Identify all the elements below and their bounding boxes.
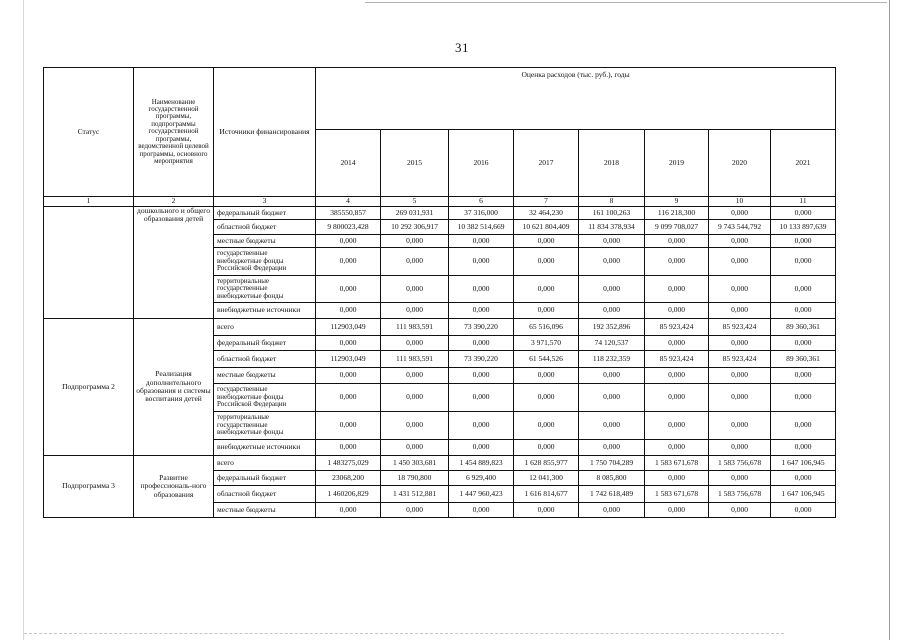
amount-cell: 0,000 — [709, 336, 771, 351]
funding-source-cell: федеральный бюджет — [214, 207, 316, 220]
amount-cell: 0,000 — [449, 503, 514, 518]
amount-cell: 0,000 — [709, 276, 771, 303]
column-number: 4 — [316, 197, 381, 207]
amount-cell: 0,000 — [316, 303, 381, 319]
amount-cell: 0,000 — [316, 368, 381, 384]
amount-cell: 385550,857 — [316, 207, 381, 220]
amount-cell: 0,000 — [449, 303, 514, 319]
amount-cell: 0,000 — [771, 303, 836, 319]
amount-cell: 0,000 — [771, 368, 836, 384]
amount-cell: 0,000 — [381, 303, 449, 319]
amount-cell: 0,000 — [381, 235, 449, 248]
amount-cell: 1 750 704,289 — [579, 456, 645, 471]
amount-cell: 1 647 106,945 — [771, 486, 836, 503]
amount-cell: 85 923,424 — [645, 351, 709, 368]
header-source: Источники финансирования — [214, 68, 316, 197]
amount-cell: 269 031,931 — [381, 207, 449, 220]
amount-cell: 0,000 — [381, 368, 449, 384]
amount-cell: 0,000 — [645, 503, 709, 518]
amount-cell: 111 983,591 — [381, 319, 449, 336]
amount-cell: 10 133 897,639 — [771, 220, 836, 235]
amount-cell: 112903,049 — [316, 351, 381, 368]
amount-cell: 0,000 — [381, 248, 449, 276]
amount-cell: 0,000 — [709, 368, 771, 384]
column-number: 3 — [214, 197, 316, 207]
amount-cell: 0,000 — [381, 440, 449, 456]
amount-cell: 0,000 — [709, 412, 771, 440]
amount-cell: 0,000 — [514, 384, 579, 412]
amount-cell: 1 583 671,678 — [645, 486, 709, 503]
header-year: 2015 — [381, 130, 449, 197]
amount-cell: 0,000 — [579, 248, 645, 276]
amount-cell: 0,000 — [316, 235, 381, 248]
amount-cell: 0,000 — [316, 276, 381, 303]
funding-source-cell: всего — [214, 319, 316, 336]
column-number: 9 — [645, 197, 709, 207]
amount-cell: 161 100,263 — [579, 207, 645, 220]
header-cost-title: Оценка расходов (тыс. руб.), годы — [316, 68, 836, 130]
column-number: 11 — [771, 197, 836, 207]
amount-cell: 0,000 — [514, 440, 579, 456]
column-number: 5 — [381, 197, 449, 207]
amount-cell: 0,000 — [771, 412, 836, 440]
amount-cell: 0,000 — [771, 384, 836, 412]
amount-cell: 0,000 — [449, 336, 514, 351]
amount-cell: 0,000 — [514, 503, 579, 518]
amount-cell: 10 621 804,409 — [514, 220, 579, 235]
header-name: Наименование государственной программы, подпрограммы государственной программы, ведомственной целевой программы, основного мероприятия — [134, 68, 214, 197]
amount-cell: 0,000 — [316, 440, 381, 456]
amount-cell: 8 085,800 — [579, 471, 645, 486]
amount-cell: 12 041,300 — [514, 471, 579, 486]
scan-top-rule — [365, 2, 887, 3]
funding-source-cell: государственные внебюджетные фонды Российской Федерации — [214, 384, 316, 412]
table-row — [44, 456, 836, 471]
amount-cell: 0,000 — [579, 440, 645, 456]
amount-cell: 32 464,230 — [514, 207, 579, 220]
table-row — [44, 207, 836, 220]
amount-cell: 192 352,896 — [579, 319, 645, 336]
amount-cell: 0,000 — [381, 412, 449, 440]
amount-cell: 112903,049 — [316, 319, 381, 336]
funding-source-cell: местные бюджеты — [214, 235, 316, 248]
amount-cell: 0,000 — [449, 368, 514, 384]
amount-cell: 0,000 — [381, 276, 449, 303]
funding-source-cell: местные бюджеты — [214, 503, 316, 518]
amount-cell: 116 218,300 — [645, 207, 709, 220]
column-number: 8 — [579, 197, 645, 207]
budget-table-body — [44, 207, 836, 518]
amount-cell: 0,000 — [771, 336, 836, 351]
amount-cell: 37 316,000 — [449, 207, 514, 220]
funding-source-cell: государственные внебюджетные фонды Российской Федерации — [214, 248, 316, 276]
amount-cell: 0,000 — [514, 276, 579, 303]
funding-source-cell: внебюджетные источники — [214, 303, 316, 319]
amount-cell: 1 583 756,678 — [709, 456, 771, 471]
budget-table — [43, 67, 836, 518]
amount-cell: 10 382 514,669 — [449, 220, 514, 235]
amount-cell: 0,000 — [381, 503, 449, 518]
amount-cell: 0,000 — [645, 368, 709, 384]
program-name-cell: дошкольного и общего образования детей — [134, 207, 214, 319]
amount-cell: 1 447 960,423 — [449, 486, 514, 503]
header-year: 2020 — [709, 130, 771, 197]
amount-cell: 1 616 814,677 — [514, 486, 579, 503]
amount-cell: 0,000 — [709, 303, 771, 319]
amount-cell: 65 516,096 — [514, 319, 579, 336]
funding-source-cell: областной бюджет — [214, 220, 316, 235]
amount-cell: 85 923,424 — [709, 351, 771, 368]
amount-cell: 1 460206,829 — [316, 486, 381, 503]
program-name-cell: Развитие профессиональ-ного образования — [134, 456, 214, 518]
amount-cell: 118 232,359 — [579, 351, 645, 368]
page-edge-right — [889, 0, 890, 640]
amount-cell: 0,000 — [709, 248, 771, 276]
funding-source-cell: территориальные государственные внебюджетные фонды — [214, 412, 316, 440]
amount-cell: 11 834 378,934 — [579, 220, 645, 235]
amount-cell: 85 923,424 — [709, 319, 771, 336]
amount-cell: 0,000 — [709, 440, 771, 456]
funding-source-cell: территориальные государственные внебюджетные фонды — [214, 276, 316, 303]
amount-cell: 0,000 — [709, 235, 771, 248]
funding-source-cell: федеральный бюджет — [214, 336, 316, 351]
funding-source-cell: областной бюджет — [214, 351, 316, 368]
amount-cell: 1 431 512,881 — [381, 486, 449, 503]
amount-cell: 89 360,361 — [771, 351, 836, 368]
amount-cell: 1 454 889,823 — [449, 456, 514, 471]
amount-cell: 0,000 — [645, 248, 709, 276]
amount-cell: 0,000 — [771, 207, 836, 220]
column-number: 1 — [44, 197, 134, 207]
amount-cell: 0,000 — [771, 235, 836, 248]
amount-cell: 89 360,361 — [771, 319, 836, 336]
amount-cell: 0,000 — [645, 471, 709, 486]
amount-cell: 23068,200 — [316, 471, 381, 486]
amount-cell: 0,000 — [316, 412, 381, 440]
amount-cell: 0,000 — [709, 384, 771, 412]
amount-cell: 0,000 — [449, 248, 514, 276]
page-edge-left — [23, 0, 24, 640]
amount-cell: 0,000 — [771, 248, 836, 276]
amount-cell: 1 628 855,977 — [514, 456, 579, 471]
amount-cell: 73 390,220 — [449, 319, 514, 336]
amount-cell: 0,000 — [645, 336, 709, 351]
header-year: 2021 — [771, 130, 836, 197]
column-number: 6 — [449, 197, 514, 207]
funding-source-cell: областной бюджет — [214, 486, 316, 503]
amount-cell: 1 450 303,681 — [381, 456, 449, 471]
column-number: 2 — [134, 197, 214, 207]
amount-cell: 85 923,424 — [645, 319, 709, 336]
amount-cell: 0,000 — [579, 368, 645, 384]
amount-cell: 1 647 106,945 — [771, 456, 836, 471]
amount-cell: 1 742 618,489 — [579, 486, 645, 503]
amount-cell: 0,000 — [579, 235, 645, 248]
amount-cell: 0,000 — [771, 503, 836, 518]
column-number: 10 — [709, 197, 771, 207]
amount-cell: 73 390,220 — [449, 351, 514, 368]
status-cell — [44, 207, 134, 319]
amount-cell: 10 292 306,917 — [381, 220, 449, 235]
amount-cell: 0,000 — [645, 384, 709, 412]
amount-cell: 0,000 — [579, 303, 645, 319]
amount-cell: 0,000 — [645, 276, 709, 303]
amount-cell: 0,000 — [579, 412, 645, 440]
amount-cell: 0,000 — [514, 368, 579, 384]
header-year: 2017 — [514, 130, 579, 197]
amount-cell: 18 790,800 — [381, 471, 449, 486]
amount-cell: 1 583 756,678 — [709, 486, 771, 503]
header-year: 2016 — [449, 130, 514, 197]
amount-cell: 0,000 — [316, 384, 381, 412]
amount-cell: 0,000 — [709, 503, 771, 518]
amount-cell: 0,000 — [514, 303, 579, 319]
status-cell: Подпрограмма 2 — [44, 319, 134, 456]
funding-source-cell: внебюджетные источники — [214, 440, 316, 456]
amount-cell: 9 743 544,792 — [709, 220, 771, 235]
amount-cell: 0,000 — [771, 471, 836, 486]
amount-cell: 0,000 — [514, 412, 579, 440]
amount-cell: 61 544,526 — [514, 351, 579, 368]
amount-cell: 0,000 — [771, 440, 836, 456]
amount-cell: 0,000 — [316, 503, 381, 518]
amount-cell: 3 971,570 — [514, 336, 579, 351]
scan-bottom-noise — [24, 633, 784, 635]
amount-cell: 0,000 — [514, 248, 579, 276]
header-year: 2019 — [645, 130, 709, 197]
amount-cell: 0,000 — [645, 412, 709, 440]
column-number: 7 — [514, 197, 579, 207]
amount-cell: 1 583 671,678 — [645, 456, 709, 471]
funding-source-cell: всего — [214, 456, 316, 471]
header-status: Статус — [44, 68, 134, 197]
amount-cell: 0,000 — [579, 384, 645, 412]
amount-cell: 0,000 — [381, 384, 449, 412]
status-cell: Подпрограмма 3 — [44, 456, 134, 518]
program-name-cell: Реализация дополнительного образования и системы воспитания детей — [134, 319, 214, 456]
amount-cell: 0,000 — [579, 276, 645, 303]
amount-cell: 0,000 — [449, 440, 514, 456]
amount-cell: 0,000 — [316, 336, 381, 351]
amount-cell: 0,000 — [771, 276, 836, 303]
amount-cell: 0,000 — [449, 235, 514, 248]
amount-cell: 0,000 — [579, 503, 645, 518]
funding-source-cell: федеральный бюджет — [214, 471, 316, 486]
header-year: 2018 — [579, 130, 645, 197]
amount-cell: 1 483275,029 — [316, 456, 381, 471]
amount-cell: 0,000 — [449, 276, 514, 303]
amount-cell: 0,000 — [709, 471, 771, 486]
amount-cell: 9 099 708,027 — [645, 220, 709, 235]
funding-source-cell: местные бюджеты — [214, 368, 316, 384]
amount-cell: 0,000 — [449, 412, 514, 440]
amount-cell: 0,000 — [645, 235, 709, 248]
amount-cell: 0,000 — [645, 440, 709, 456]
page-number: 31 — [455, 40, 469, 55]
amount-cell: 0,000 — [316, 248, 381, 276]
amount-cell: 9 800023,428 — [316, 220, 381, 235]
amount-cell: 6 929,400 — [449, 471, 514, 486]
amount-cell: 0,000 — [645, 303, 709, 319]
amount-cell: 0,000 — [449, 384, 514, 412]
amount-cell: 0,000 — [709, 207, 771, 220]
amount-cell: 0,000 — [514, 235, 579, 248]
amount-cell: 74 120,537 — [579, 336, 645, 351]
amount-cell: 0,000 — [381, 336, 449, 351]
header-year: 2014 — [316, 130, 381, 197]
amount-cell: 111 983,591 — [381, 351, 449, 368]
table-row — [44, 319, 836, 336]
